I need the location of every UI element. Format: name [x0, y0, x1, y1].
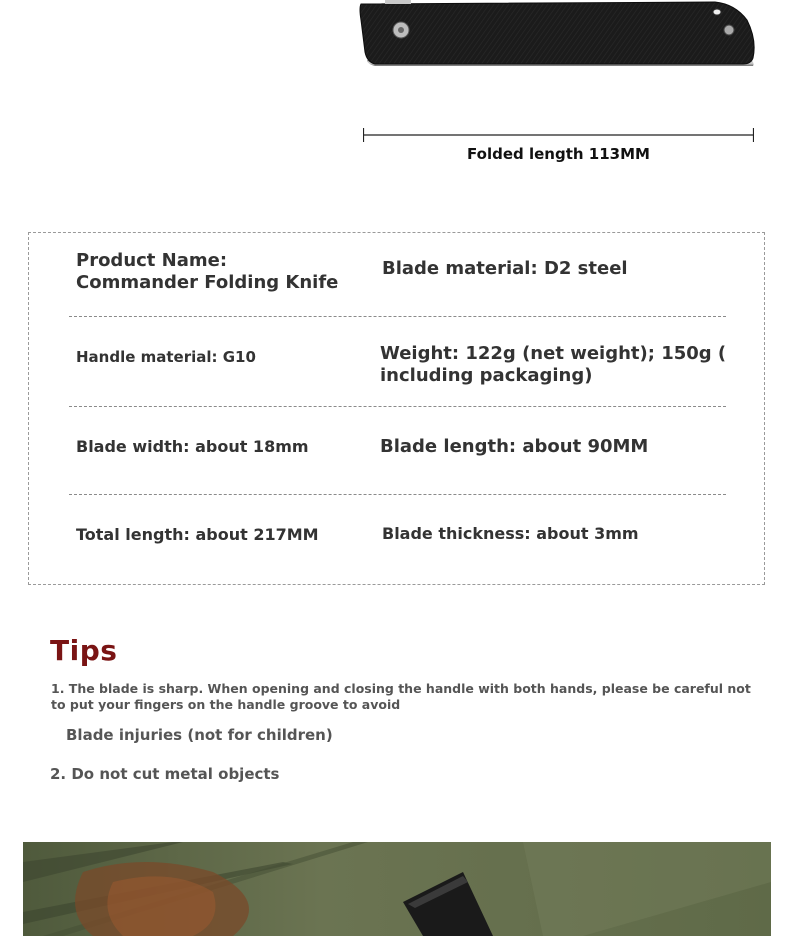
- spec-total-length: Total length: about 217MM: [76, 525, 319, 544]
- spec-weight: [380, 343, 740, 386]
- spec-table: [28, 232, 765, 585]
- spec-product-name-value: Commander Folding Knife: [76, 271, 339, 293]
- dimension-line: [363, 128, 754, 142]
- spec-product-name-label: Product Name:: [76, 250, 228, 271]
- spec-blade-material: Blade material: D2 steel: [382, 258, 628, 279]
- spec-divider: [69, 406, 726, 407]
- spec-weight-line1: Weight: 122g (net weight); 150g (: [380, 343, 727, 364]
- tip-1: 1. The blade is sharp. When opening and closing the handle with both hands, please be careful not to put your fingers on the handle groove to avoid: [51, 681, 751, 712]
- tip-2: 2. Do not cut metal objects: [50, 765, 280, 783]
- spec-weight-line2: including packaging): [380, 364, 593, 386]
- tips-title: Tips: [50, 634, 118, 667]
- spec-blade-thickness: Blade thickness: about 3mm: [382, 524, 639, 543]
- spec-product-name: [76, 250, 366, 293]
- spec-divider: [69, 316, 726, 317]
- knife-on-wood-photo: [23, 842, 771, 936]
- spec-blade-width: Blade width: about 18mm: [76, 437, 309, 456]
- spec-divider: [69, 494, 726, 495]
- folded-length-label: Folded length 113MM: [467, 145, 650, 163]
- spec-handle-material: Handle material: G10: [76, 348, 256, 366]
- folded-knife-image: [355, 0, 765, 80]
- spec-blade-length: Blade length: about 90MM: [380, 436, 649, 457]
- tip-1-continued: Blade injuries (not for children): [66, 726, 333, 744]
